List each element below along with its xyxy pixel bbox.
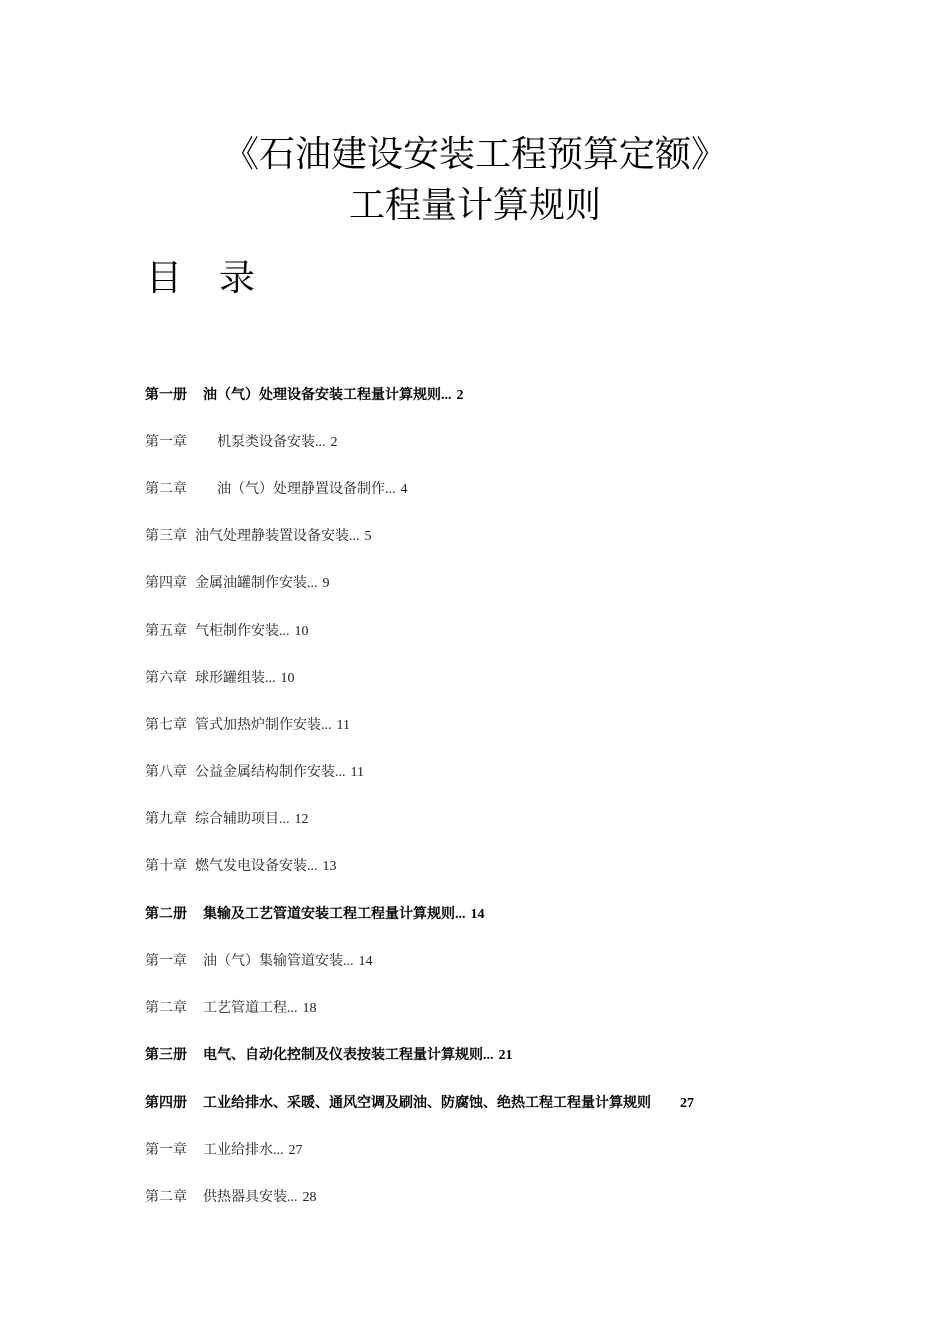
- toc-entry-label: 第二章: [145, 1190, 187, 1205]
- toc-entry-label: 第一册: [145, 388, 187, 403]
- toc-entry-title: 球形罐组装...: [195, 671, 276, 686]
- toc-entry-label: 第三章: [145, 529, 187, 544]
- toc-entry-page: 28: [302, 1190, 317, 1205]
- toc-entry-page: 13: [322, 859, 337, 874]
- toc-entry-title: 管式加热炉制作安装...: [195, 718, 332, 733]
- toc-entry-chapter[interactable]: [145, 808, 309, 832]
- toc-entry-chapter[interactable]: [145, 431, 338, 455]
- toc-entry-label: 第一章: [145, 435, 187, 450]
- toc-entry-title: 工业给排水...: [203, 1143, 284, 1158]
- toc-entry-chapter[interactable]: [145, 761, 364, 785]
- toc-entry-title: 油（气）处理设备安装工程量计算规则...: [203, 388, 452, 403]
- toc-entry-chapter[interactable]: [145, 1186, 317, 1210]
- toc-entry-page: 10: [294, 624, 309, 639]
- toc-entry-volume-3[interactable]: [145, 1044, 513, 1068]
- toc-entry-volume-1[interactable]: [145, 384, 464, 408]
- toc-entry-title: 油气处理静装置设备安装...: [195, 529, 360, 544]
- toc-entry-chapter[interactable]: [145, 525, 372, 549]
- toc-entry-title: 金属油罐制作安装...: [195, 576, 318, 591]
- toc-entry-page: 27: [288, 1143, 303, 1158]
- toc-entry-label: 第二章: [145, 482, 187, 497]
- toc-entry-title: 电气、自动化控制及仪表按装工程量计算规则...: [203, 1048, 494, 1063]
- toc-entry-title: 工艺管道工程...: [203, 1001, 298, 1016]
- toc-entry-chapter[interactable]: [145, 997, 317, 1021]
- toc-entry-chapter[interactable]: [145, 572, 330, 596]
- toc-entry-label: 第七章: [145, 718, 187, 733]
- toc-entry-page: 14: [470, 907, 485, 922]
- toc-entry-label: 第四章: [145, 576, 187, 591]
- toc-entry-title: 工业给排水、采暖、通风空调及刷油、防腐蚀、绝热工程工程量计算规则: [203, 1096, 651, 1111]
- toc-entry-title: 公益金属结构制作安装...: [195, 765, 346, 780]
- toc-entry-chapter[interactable]: [145, 620, 309, 644]
- toc-entry-label: 第五章: [145, 624, 187, 639]
- toc-entry-volume-4[interactable]: [145, 1092, 694, 1116]
- toc-entry-page: 18: [302, 1001, 317, 1016]
- toc-entry-title: 集输及工艺管道安装工程工程量计算规则...: [203, 907, 466, 922]
- toc-entry-page: 2: [456, 388, 464, 403]
- toc-entry-label: 第一章: [145, 1143, 187, 1158]
- toc-entry-chapter[interactable]: [145, 714, 350, 738]
- toc-entry-title: 综合辅助项目...: [195, 812, 290, 827]
- toc-entry-page: 2: [330, 435, 338, 450]
- toc-entry-volume-2[interactable]: [145, 903, 485, 927]
- toc-entry-page: 9: [322, 576, 330, 591]
- toc-entry-page: 27: [680, 1096, 694, 1111]
- toc-entry-title: 油（气）处理静置设备制作...: [217, 482, 396, 497]
- toc-entry-label: 第四册: [145, 1096, 187, 1111]
- toc-entry-page: 4: [400, 482, 408, 497]
- toc-entry-label: 第二章: [145, 1001, 187, 1016]
- toc-entry-chapter[interactable]: [145, 950, 373, 974]
- toc-entry-title: 燃气发电设备安装...: [195, 859, 318, 874]
- document-title-line-2: 工程量计算规则: [348, 185, 601, 225]
- toc-entry-title: 机泵类设备安装...: [217, 435, 326, 450]
- toc-entry-label: 第三册: [145, 1048, 187, 1063]
- toc-entry-label: 第九章: [145, 812, 187, 827]
- toc-entry-page: 5: [364, 529, 372, 544]
- toc-entry-title: 供热器具安装...: [203, 1190, 298, 1205]
- toc-entry-page: 10: [280, 671, 295, 686]
- document-title-line-1: 《石油建设安装工程预算定额》: [222, 134, 727, 174]
- toc-entry-title: 油（气）集输管道安装...: [203, 954, 354, 969]
- toc-entry-page: 11: [336, 718, 350, 733]
- toc-entry-chapter[interactable]: [145, 667, 295, 691]
- toc-entry-label: 第一章: [145, 954, 187, 969]
- toc-entry-label: 第二册: [145, 907, 187, 922]
- toc-entry-chapter[interactable]: [145, 1139, 303, 1163]
- toc-entry-label: 第八章: [145, 765, 187, 780]
- toc-entry-page: 21: [498, 1048, 513, 1063]
- toc-entry-page: 11: [350, 765, 364, 780]
- toc-entry-title: 气柜制作安装...: [195, 624, 290, 639]
- toc-entry-page: 12: [294, 812, 309, 827]
- toc-entry-label: 第六章: [145, 671, 187, 686]
- toc-entry-label: 第十章: [145, 859, 187, 874]
- toc-entry-chapter[interactable]: [145, 855, 337, 879]
- toc-heading: 目 录: [146, 258, 270, 298]
- toc-entry-chapter[interactable]: [145, 478, 408, 502]
- toc-entry-page: 14: [358, 954, 373, 969]
